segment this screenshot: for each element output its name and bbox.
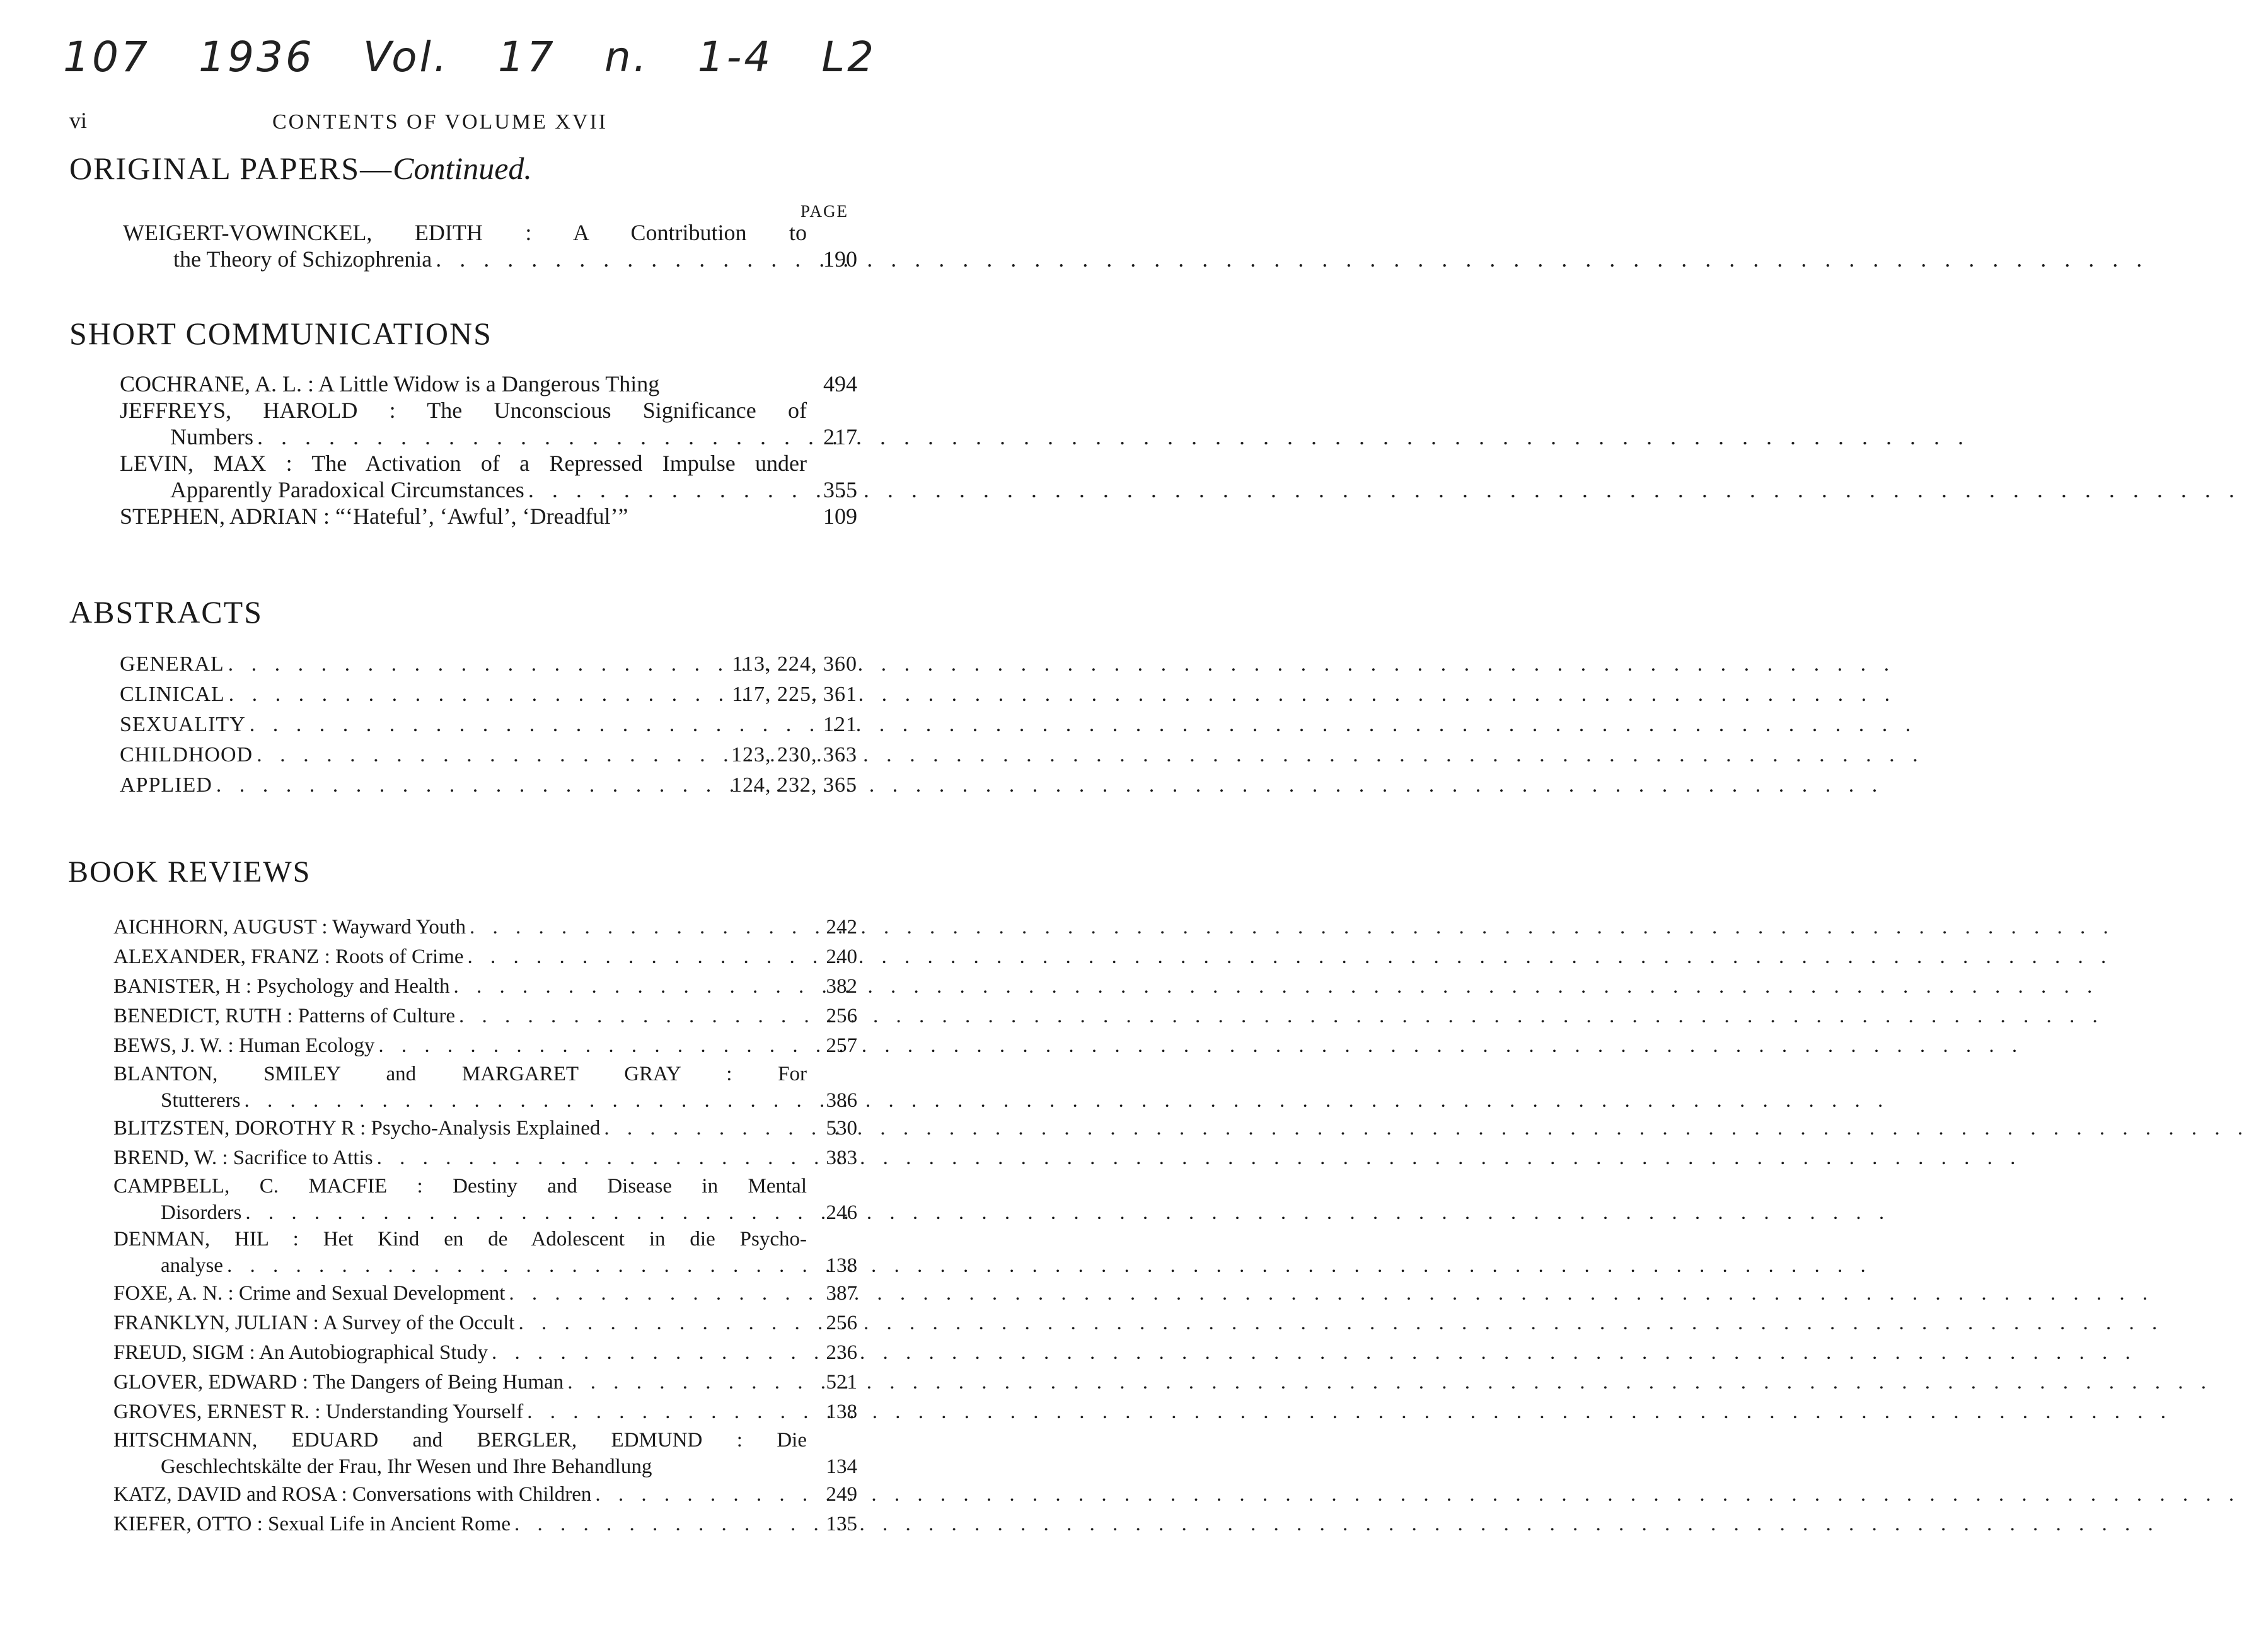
toc-entry [113, 972, 857, 1002]
page-number: vi [69, 108, 88, 133]
entry-title: GROVES, ERNEST R. : Understanding Yourself [113, 1401, 524, 1423]
toc-entry [113, 1173, 857, 1226]
entry-title-cont: Numbers [170, 424, 253, 449]
abstract-label: SEXUALITY [120, 713, 246, 736]
toc-entry [113, 1427, 857, 1480]
entry-title: CAMPBELL, C. MACFIE : Destiny and Disease in Mental [113, 1175, 807, 1198]
toc-entry [120, 371, 857, 397]
toc-entry [113, 1031, 857, 1061]
entry-page: 256 [826, 1005, 857, 1027]
running-title: CONTENTS OF VOLUME XVII [272, 110, 608, 134]
toc-entry [113, 913, 857, 942]
entry-title: BEWS, J. W. : Human Ecology [113, 1034, 375, 1057]
abstract-pages: 124, 232, 365 [731, 773, 857, 797]
toc-entry [113, 1226, 857, 1279]
toc-entry [113, 1397, 857, 1427]
entry-page: 138 [826, 1254, 857, 1277]
entry-title: HITSCHMANN, EDUARD and BERGLER, EDMUND : Die [113, 1429, 807, 1452]
abstract-pages: 117, 225, 361 [732, 683, 857, 706]
entry-title: BANISTER, H : Psychology and Health [113, 975, 450, 998]
entry-page: 383 [826, 1147, 857, 1169]
entry-title: BENEDICT, RUTH : Patterns of Culture [113, 1005, 455, 1027]
toc-entry [113, 1368, 857, 1397]
entry-page: 387 [826, 1282, 857, 1305]
book-reviews-heading: BOOK REVIEWS [68, 855, 311, 889]
entry-title-cont: Apparently Paradoxical Circumstances [170, 477, 524, 502]
book-reviews-list [113, 913, 857, 1539]
entry-title-cont: analyse [161, 1254, 223, 1277]
entry-page: 386 [826, 1089, 857, 1112]
entry-title: BREND, W. : Sacrifice to Attis [113, 1147, 373, 1169]
toc-entry [113, 1061, 857, 1114]
short-communications-heading: SHORT COMMUNICATIONS [69, 316, 492, 351]
entry-title: DENMAN, HIL : Het Kind en de Adolescent in die Psycho- [113, 1228, 807, 1251]
handwritten-note: 107 1936 Vol. 17 n. 1-4 L2 [63, 33, 877, 81]
entry-title: KIEFER, OTTO : Sexual Life in Ancient Rome [113, 1513, 511, 1535]
entry-page: 256 [826, 1312, 857, 1334]
abstracts-heading: ABSTRACTS [69, 594, 263, 630]
entry-page: 355 [823, 477, 857, 502]
abstract-pages: 113, 224, 360 [732, 652, 857, 676]
entry-page: 257 [826, 1034, 857, 1057]
toc-entry [113, 942, 857, 972]
abstract-entry [120, 770, 857, 800]
abstract-label: CLINICAL [120, 683, 225, 706]
toc-entry [113, 1279, 857, 1308]
entry-title: STEPHEN, ADRIAN : “‘Hateful’, ‘Awful’, ‘Dreadful’” [120, 504, 628, 529]
entry-title: BLITZSTEN, DOROTHY R : Psycho-Analysis Explained [113, 1117, 601, 1140]
abstract-pages: 121 [823, 713, 857, 736]
entry-title-cont: Geschlechtskälte der Frau, Ihr Wesen und Ihre Behandlung [161, 1455, 652, 1478]
entry-title-cont: Disorders [161, 1201, 242, 1224]
abstract-label: CHILDHOOD [120, 743, 253, 766]
toc-entry [113, 1480, 857, 1510]
toc-entry [120, 397, 857, 450]
entry-page: 521 [826, 1371, 857, 1394]
abstract-entry [120, 710, 857, 740]
continued-label: Continued. [393, 151, 532, 186]
toc-entry [113, 1338, 857, 1368]
original-papers-heading-text: ORIGINAL PAPERS— [69, 151, 393, 186]
entry-page: 494 [823, 371, 857, 396]
abstracts-list [120, 649, 857, 800]
abstract-entry [120, 740, 857, 770]
abstract-entry [120, 649, 857, 679]
entry-title: BLANTON, SMILEY and MARGARET GRAY : For [113, 1063, 807, 1085]
abstract-label: GENERAL [120, 652, 224, 676]
toc-entry [123, 219, 857, 272]
abstract-pages: 123, 230, 363 [731, 743, 857, 766]
toc-entry [113, 1510, 857, 1539]
entry-page: 138 [826, 1401, 857, 1423]
toc-entry [120, 503, 857, 529]
entry-page: 249 [826, 1483, 857, 1506]
entry-title: LEVIN, MAX : The Activation of a Repressed Impulse under [120, 451, 807, 476]
entry-page: 240 [826, 945, 857, 968]
entry-page: 190 [823, 246, 857, 272]
entry-page: 382 [826, 975, 857, 998]
page-column-label: PAGE [801, 202, 849, 221]
entry-page: 242 [826, 916, 857, 939]
entry-title: AICHHORN, AUGUST : Wayward Youth [113, 916, 466, 939]
entry-title-cont: Stutterers [161, 1089, 241, 1112]
entry-page: 135 [826, 1513, 857, 1535]
entry-page: 217 [823, 424, 857, 449]
toc-entry [113, 1114, 857, 1143]
abstract-entry [120, 679, 857, 710]
toc-entry [113, 1143, 857, 1173]
entry-title: COCHRANE, A. L. : A Little Widow is a Dangerous Thing [120, 371, 660, 396]
entry-page: 134 [826, 1455, 857, 1478]
entry-title: KATZ, DAVID and ROSA : Conversations with Children [113, 1483, 592, 1506]
original-papers-heading [69, 150, 532, 187]
entry-page: 246 [826, 1201, 857, 1224]
entry-title: WEIGERT-VOWINCKEL, EDITH : A Contribution to [123, 220, 807, 245]
short-communications-list [120, 371, 857, 529]
toc-entry [113, 1002, 857, 1031]
abstract-label: APPLIED [120, 773, 212, 797]
entry-title: JEFFREYS, HAROLD : The Unconscious Significance of [120, 398, 807, 423]
toc-entry [113, 1308, 857, 1338]
entry-page: 109 [823, 504, 857, 529]
entry-title: FOXE, A. N. : Crime and Sexual Development [113, 1282, 506, 1305]
entry-title: GLOVER, EDWARD : The Dangers of Being Human [113, 1371, 564, 1394]
entry-page: 236 [826, 1341, 857, 1364]
entry-title-cont: the Theory of Schizophrenia [173, 246, 432, 272]
entry-page: 530 [826, 1117, 857, 1140]
entry-title: ALEXANDER, FRANZ : Roots of Crime [113, 945, 464, 968]
entry-title: FRANKLYN, JULIAN : A Survey of the Occult [113, 1312, 515, 1334]
entry-title: FREUD, SIGM : An Autobiographical Study [113, 1341, 489, 1364]
toc-entry [120, 450, 857, 503]
